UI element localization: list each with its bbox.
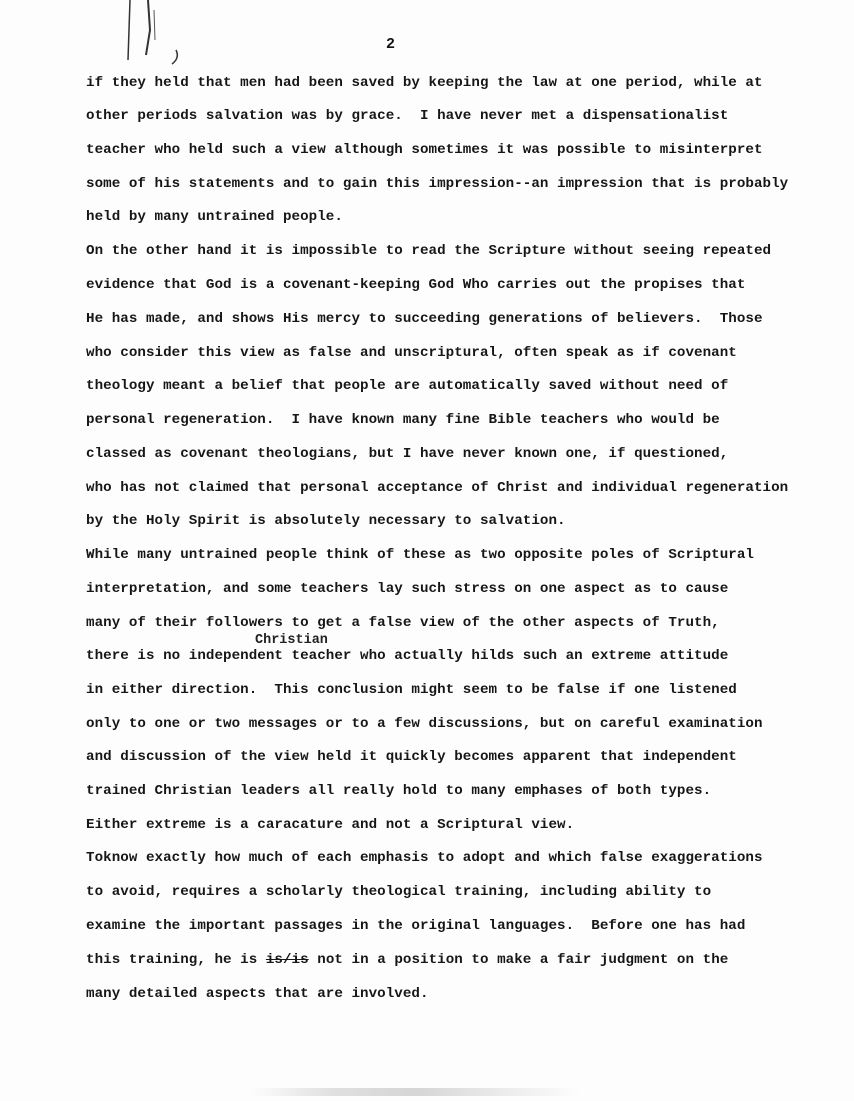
text-line: only to one or two messages or to a few discussions, but on careful examination [86, 716, 763, 732]
handwritten-insertion: Christian [255, 633, 328, 648]
text-line: evidence that God is a covenant-keeping God Who carries out the propises that [86, 277, 746, 293]
text-line: theology meant a belief that people are automatically saved without need of [86, 378, 729, 394]
text-line: On the other hand it is impossible to read the Scripture without seeing repeated [86, 243, 772, 259]
text-line: classed as covenant theologians, but I have never known one, if questioned, [86, 446, 729, 462]
text-line: personal regeneration. I have known many fine Bible teachers who would be [86, 412, 720, 428]
text-line: Toknow exactly how much of each emphasis to adopt and which false exaggerations [86, 850, 763, 866]
text-line: there is no independent teacher who actually hilds such an extreme attitude [86, 648, 729, 664]
text-line: who consider this view as false and unscriptural, often speak as if covenant [86, 345, 737, 361]
text-line: Either extreme is a caracature and not a Scriptural view. [86, 817, 575, 833]
text-line: interpretation, and some teachers lay such stress on one aspect as to cause [86, 581, 729, 597]
text-line: examine the important passages in the original languages. Before one has had [86, 918, 746, 934]
text-line: teacher who held such a view although sometimes it was possible to misinterpret [86, 142, 763, 158]
text-line: if they held that men had been saved by keeping the law at one period, while at [86, 75, 763, 91]
text-line: to avoid, requires a scholarly theological training, including ability to [86, 884, 712, 900]
text-line: some of his statements and to gain this impression--an impression that is probably [86, 176, 789, 192]
scan-smudge [250, 1088, 580, 1096]
text-line: other periods salvation was by grace. I have never met a dispensationalist [86, 108, 729, 124]
text-line: He has made, and shows His mercy to succeeding generations of believers. Those [86, 311, 763, 327]
text-line: many of their followers to get a false view of the other aspects of Truth, [86, 615, 720, 631]
text-line: While many untrained people think of these as two opposite poles of Scriptural [86, 547, 754, 563]
text-line: in either direction. This conclusion might seem to be false if one listened [86, 682, 737, 698]
text-line: by the Holy Spirit is absolutely necessary to salvation. [86, 513, 566, 529]
text-line [86, 952, 728, 968]
text-segment: this training, he is [86, 952, 258, 968]
text-line: trained Christian leaders all really hold to many emphases of both types. [86, 783, 712, 799]
text-line: who has not claimed that personal acceptance of Christ and individual regeneration [86, 480, 789, 496]
page-number: 2 [386, 36, 396, 53]
text-segment: not in a position to make a fair judgment on the [308, 952, 729, 968]
text-line: many detailed aspects that are involved. [86, 986, 429, 1002]
struck-text: is/is [265, 952, 309, 968]
text-line: held by many untrained people. [86, 209, 343, 225]
handwritten-marks [118, 0, 188, 70]
text-line: and discussion of the view held it quickly becomes apparent that independent [86, 749, 737, 765]
